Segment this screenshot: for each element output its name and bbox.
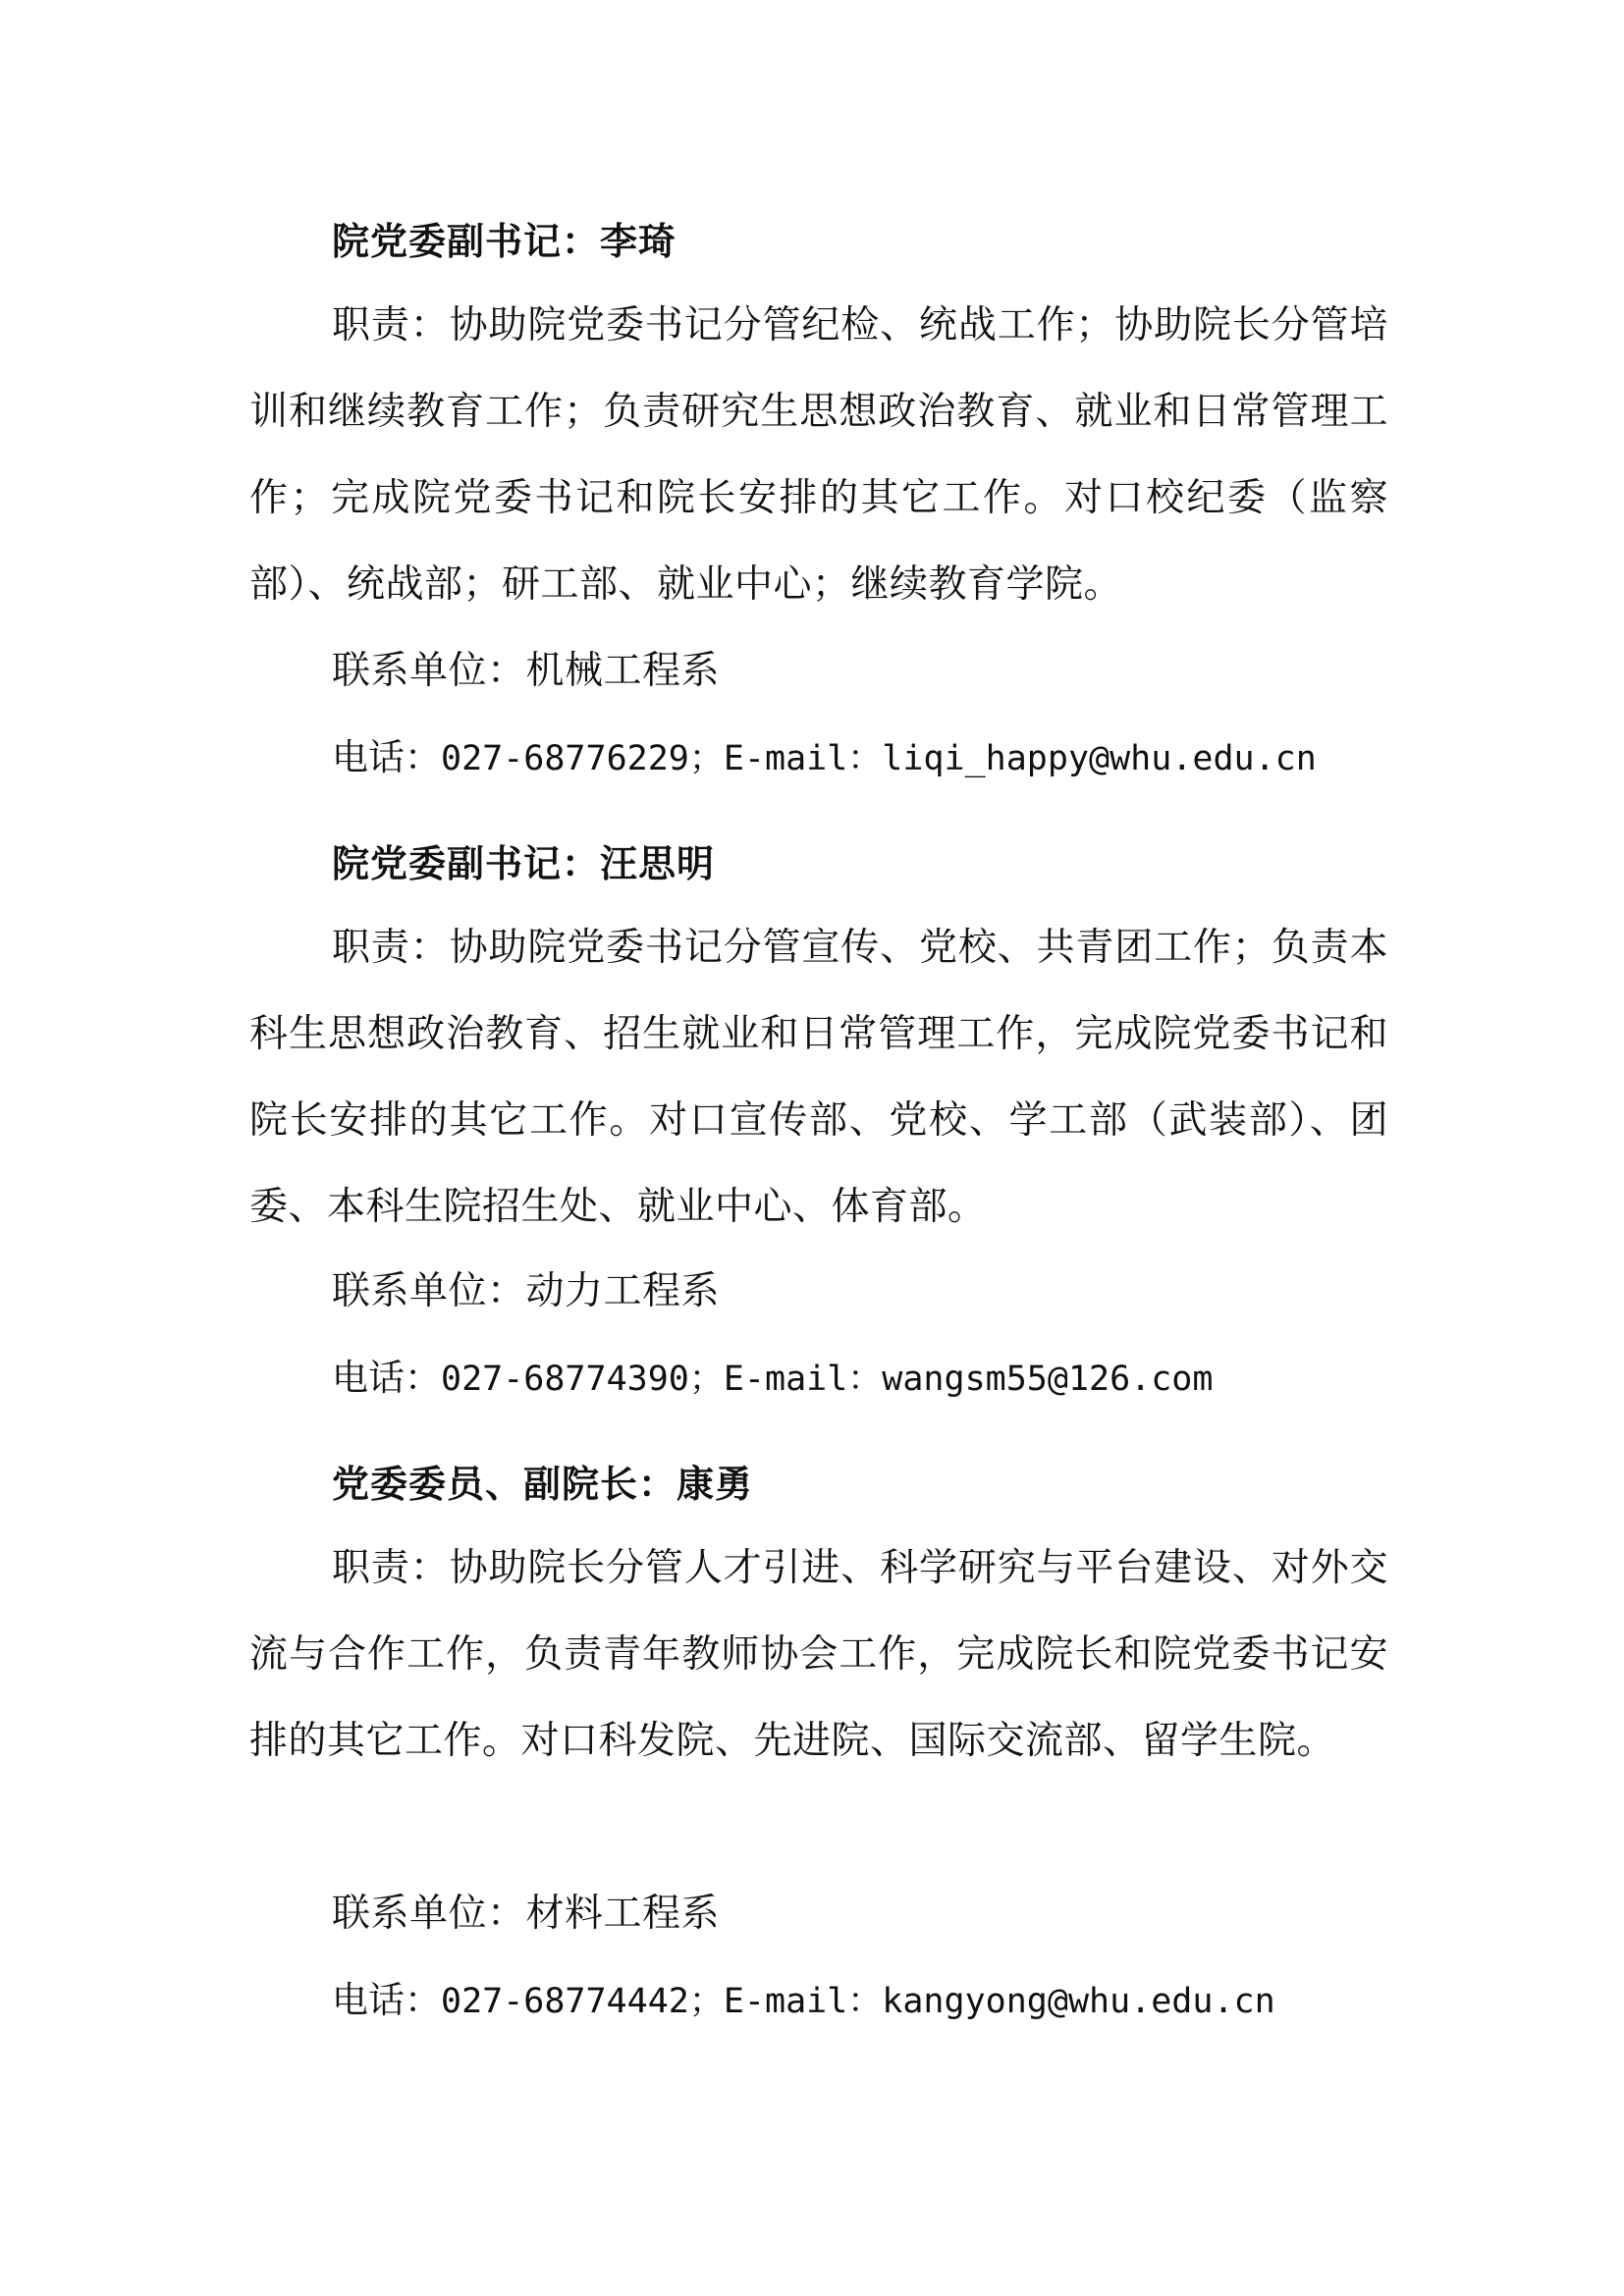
section-heading: 党委委员、副院长：康勇 xyxy=(332,1462,754,1506)
phone-line xyxy=(332,1977,1275,2025)
section-heading: 院党委副书记：李琦 xyxy=(332,219,677,263)
phone-email-value: 027-68774390；E-mail：wangsm55@126.com xyxy=(441,1360,1214,1399)
phone-label: 电话： xyxy=(332,1979,441,2021)
phone-email-value: 027-68774442；E-mail：kangyong@whu.edu.cn xyxy=(441,1982,1275,2021)
phone-label: 电话： xyxy=(332,736,441,778)
contact-unit: 联系单位：机械工程系 xyxy=(332,649,721,693)
contact-unit: 联系单位：动力工程系 xyxy=(332,1269,721,1313)
phone-line xyxy=(332,1355,1213,1403)
duty-paragraph: 职责：协助院党委书记分管宣传、党校、共青团工作；负责本科生思想政治教育、招生就业和日常管理工作，完成院党委书记和院长安排的其它工作。对口宣传部、党校、学工部（武装部）、团委、本科生院招生处、就业中心、体育部。 xyxy=(249,926,1388,1229)
phone-email-value: 027-68776229；E-mail：liqi_happy@whu.edu.cn xyxy=(441,739,1317,778)
phone-label: 电话： xyxy=(332,1357,441,1399)
contact-unit: 联系单位：材料工程系 xyxy=(332,1892,721,1936)
duty-paragraph: 职责：协助院长分管人才引进、科学研究与平台建设、对外交流与合作工作，负责青年教师协会工作，完成院长和院党委书记安排的其它工作。对口科发院、先进院、国际交流部、留学生院。 xyxy=(249,1546,1388,1763)
duty-paragraph: 职责：协助院党委书记分管纪检、统战工作；协助院长分管培训和继续教育工作；负责研究生思想政治教育、就业和日常管理工作；完成院党委书记和院长安排的其它工作。对口校纪委（监察部）、统战部；研工部、就业中心；继续教育学院。 xyxy=(249,303,1388,607)
section-heading: 院党委副书记：汪思明 xyxy=(332,841,716,885)
phone-line xyxy=(332,734,1317,782)
